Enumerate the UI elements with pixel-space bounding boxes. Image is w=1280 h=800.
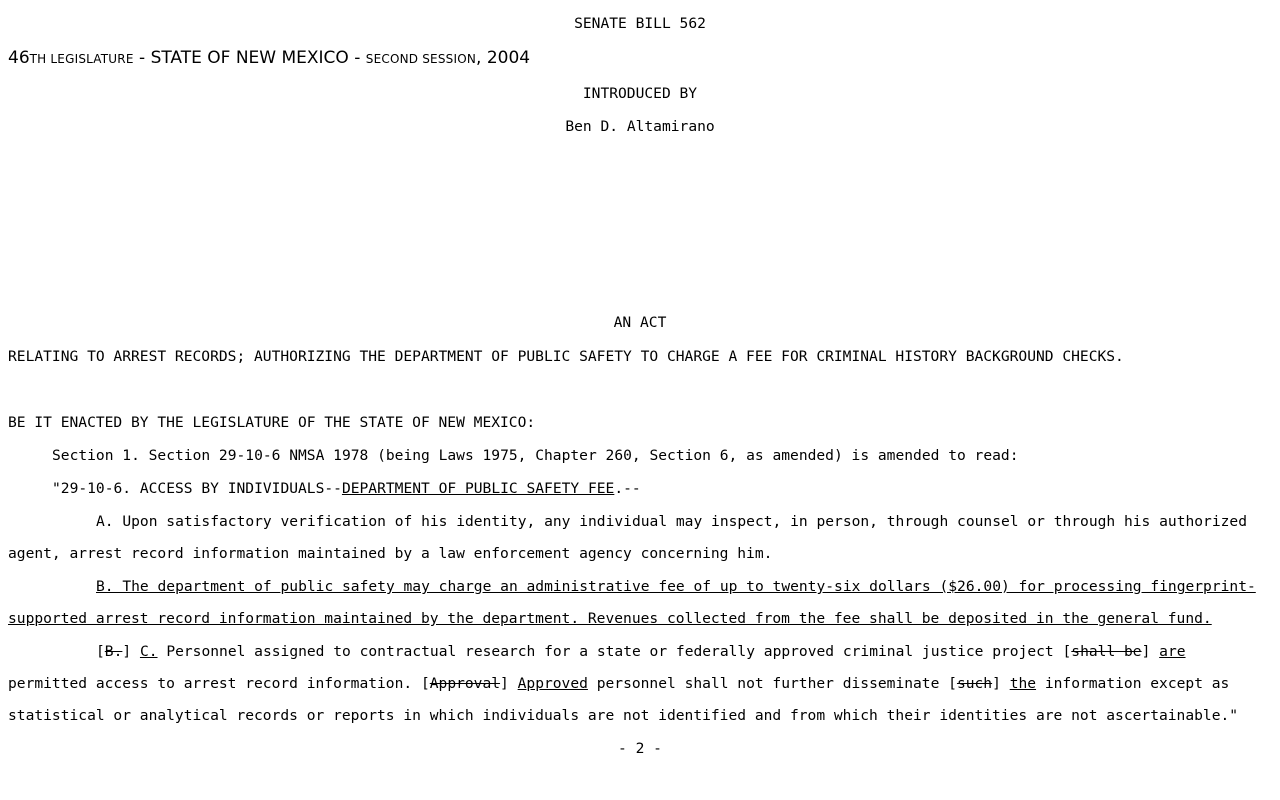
page-number: - 2 -	[618, 740, 662, 757]
inserted-text: Approved	[517, 675, 588, 692]
subsection-c-text: Personnel assigned to contractual research for a state or federally approved criminal justice project [	[157, 643, 1072, 660]
act-heading: AN ACT	[613, 314, 667, 331]
deleted-text: such	[956, 675, 993, 692]
section-heading	[52, 479, 641, 499]
section-1-intro: Section 1. Section 29-10-6 NMSA 1978 (being Laws 1975, Chapter 260, Section 6, as amended) is amended to read:	[52, 447, 1019, 464]
subsection-c-line-1	[96, 642, 1186, 662]
introduced-by-label: INTRODUCED BY	[582, 85, 698, 102]
state-name: STATE OF NEW MEXICO	[150, 48, 349, 68]
section-heading-suffix: .--	[614, 480, 641, 497]
subsection-b-line-1: B. The department of public safety may charge an administrative fee of up to twenty-six dollars ($26.00) for processing fingerprint-	[96, 578, 1256, 595]
bracket: ]	[500, 675, 518, 692]
deleted-letter: B.	[104, 643, 123, 660]
subsection-c-line-2	[8, 674, 1229, 694]
section-heading-prefix: "29-10-6. ACCESS BY INDIVIDUALS--	[52, 480, 342, 497]
bracket: [	[96, 643, 105, 660]
session-name: SECOND SESSION	[365, 52, 477, 66]
subsection-b-line-2: supported arrest record information maintained by the department. Revenues collected from the fee shall be deposited in the general fund.	[8, 610, 1212, 627]
subsection-c-text: personnel shall not further disseminate [	[587, 675, 957, 692]
bracket: ]	[992, 675, 1010, 692]
deleted-text: Approval	[429, 675, 501, 692]
subsection-a-line-2: agent, arrest record information maintained by a law enforcement agency concerning him.	[8, 545, 773, 562]
legislature-session-line	[8, 48, 530, 69]
inserted-text: are	[1159, 643, 1186, 660]
bracket: ]	[122, 643, 140, 660]
session-year: , 2004	[476, 48, 531, 68]
separator: -	[348, 48, 366, 68]
subsection-c-line-3: statistical or analytical records or reports in which individuals are not identified and from which their identities are not ascertainable."	[8, 707, 1239, 724]
subsection-c-text: information except as	[1036, 675, 1230, 692]
relating-clause: RELATING TO ARREST RECORDS; AUTHORIZING THE DEPARTMENT OF PUBLIC SAFETY TO CHARGE A FEE FOR CRIMINAL HISTORY BACKGROUND CHECKS.	[8, 348, 1124, 365]
inserted-text: the	[1009, 675, 1037, 692]
bill-title: SENATE BILL 562	[574, 15, 706, 32]
legislature-suffix: TH LEGISLATURE	[29, 52, 134, 66]
enacting-clause: BE IT ENACTED BY THE LEGISLATURE OF THE STATE OF NEW MEXICO:	[8, 414, 536, 431]
new-letter: C.	[139, 643, 158, 660]
subsection-c-text: permitted access to arrest record information. [	[8, 675, 430, 692]
bracket: ]	[1141, 643, 1160, 660]
section-heading-new-text: DEPARTMENT OF PUBLIC SAFETY FEE	[341, 480, 615, 497]
legislature-number: 46	[8, 48, 30, 68]
sponsor-name: Ben D. Altamirano	[565, 118, 715, 135]
subsection-a-line-1: A. Upon satisfactory verification of his identity, any individual may inspect, in person, through counsel or through his authorized	[96, 513, 1247, 530]
separator: -	[133, 48, 151, 68]
deleted-text: shall be	[1071, 643, 1142, 660]
